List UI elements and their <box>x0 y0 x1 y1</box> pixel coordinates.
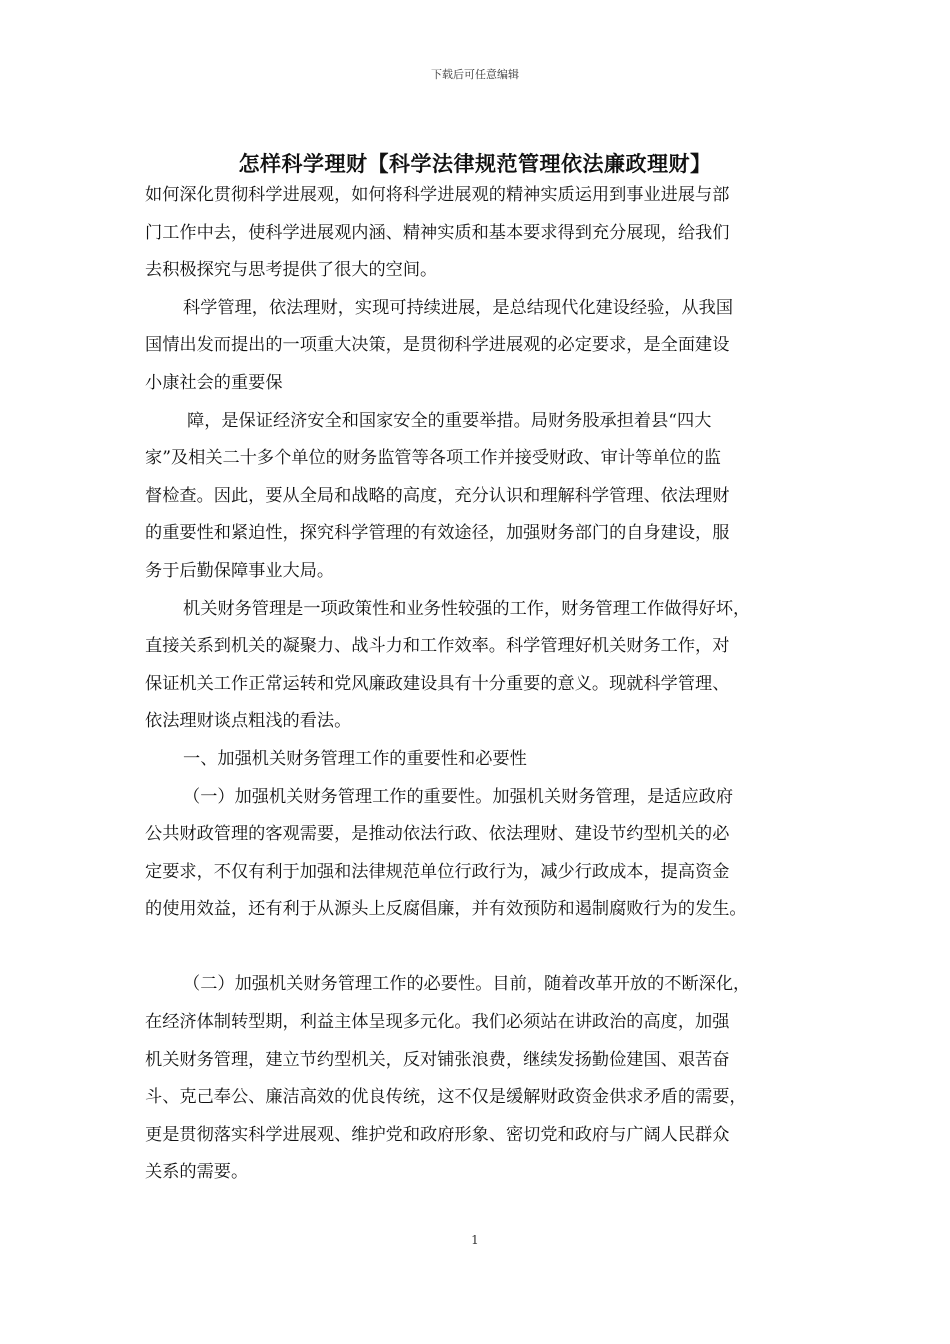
document-body <box>145 177 825 1192</box>
text-line: 公共财政管理的客观需要，是推动依法行政、依法理财、建设节约型机关的必 <box>145 824 730 845</box>
text-line: 督检查。因此，要从全局和战略的高度，充分认识和理解科学管理、依法理财 <box>145 485 730 506</box>
text-line: 障，是保证经济安全和国家安全的重要举措。局财务股承担着县“四大 <box>187 410 712 431</box>
paragraph-3 <box>145 403 825 591</box>
section-heading-1 <box>145 741 825 779</box>
text-line: 机关财务管理，建立节约型机关，反对铺张浪费，继续发扬勤俭建国、艰苦奋 <box>145 1049 730 1070</box>
page-number: 1 <box>471 1233 479 1247</box>
paragraph-2 <box>145 290 825 403</box>
paragraph-4 <box>145 591 825 741</box>
text-line: 保证机关工作正常运转和党风廉政建设具有十分重要的意义。现就科学管理、 <box>145 673 730 694</box>
paragraph-gap <box>145 929 825 967</box>
text-line: 关系的需要。 <box>145 1162 249 1183</box>
text-line: 依法理财谈点粗浅的看法。 <box>145 711 352 732</box>
document-title: 怎样科学理财【科学法律规范管理依法廉政理财】 <box>238 152 712 176</box>
text-line: 家”及相关二十多个单位的财务监管等各项工作并接受财政、审计等单位的监 <box>145 448 721 469</box>
paragraph-6 <box>145 966 825 1192</box>
text-line: 去积极探究与思考提供了很大的空间。 <box>145 260 438 281</box>
text-line: 定要求，不仅有利于加强和法律规范单位行政行为，减少行政成本，提高资金 <box>145 861 730 882</box>
text-line: 一、加强机关财务管理工作的重要性和必要性 <box>183 748 527 769</box>
text-line: 国情出发而提出的一项重大决策，是贯彻科学进展观的必定要求，是全面建设 <box>145 335 730 356</box>
text-line: （一）加强机关财务管理工作的重要性。加强机关财务管理，是适应政府 <box>183 786 734 807</box>
text-line: 直接关系到机关的凝聚力、战斗力和工作效率。科学管理好机关财务工作，对 <box>145 636 730 657</box>
text-line: 门工作中去，使科学进展观内涵、精神实质和基本要求得到充分展现，给我们 <box>145 222 730 243</box>
text-line: 斗、克己奉公、廉洁高效的优良传统，这不仅是缓解财政资金供求矛盾的需要， <box>145 1087 747 1108</box>
text-line: 科学管理，依法理财，实现可持续进展，是总结现代化建设经验，从我国 <box>183 297 734 318</box>
text-line: 小康社会的重要保 <box>145 372 283 393</box>
paragraph-1 <box>145 177 825 290</box>
text-line: 的使用效益，还有利于从源头上反腐倡廉，并有效预防和遏制腐败行为的发生。 <box>145 899 747 920</box>
text-line: 在经济体制转型期，利益主体呈现多元化。我们必须站在讲政治的高度，加强 <box>145 1012 730 1033</box>
header-note: 下载后可任意编辑 <box>431 68 519 81</box>
paragraph-5 <box>145 779 825 929</box>
text-line: （二）加强机关财务管理工作的必要性。目前，随着改革开放的不断深化， <box>183 974 751 995</box>
text-line: 务于后勤保障事业大局。 <box>145 560 335 581</box>
text-line: 如何深化贯彻科学进展观，如何将科学进展观的精神实质运用到事业进展与部 <box>145 185 730 205</box>
text-line: 更是贯彻落实科学进展观、维护党和政府形象、密切党和政府与广阔人民群众 <box>145 1124 730 1145</box>
text-line: 的重要性和紧迫性，探究科学管理的有效途径，加强财务部门的自身建设，服 <box>145 523 730 544</box>
text-line: 机关财务管理是一项政策性和业务性较强的工作，财务管理工作做得好坏， <box>183 598 751 619</box>
